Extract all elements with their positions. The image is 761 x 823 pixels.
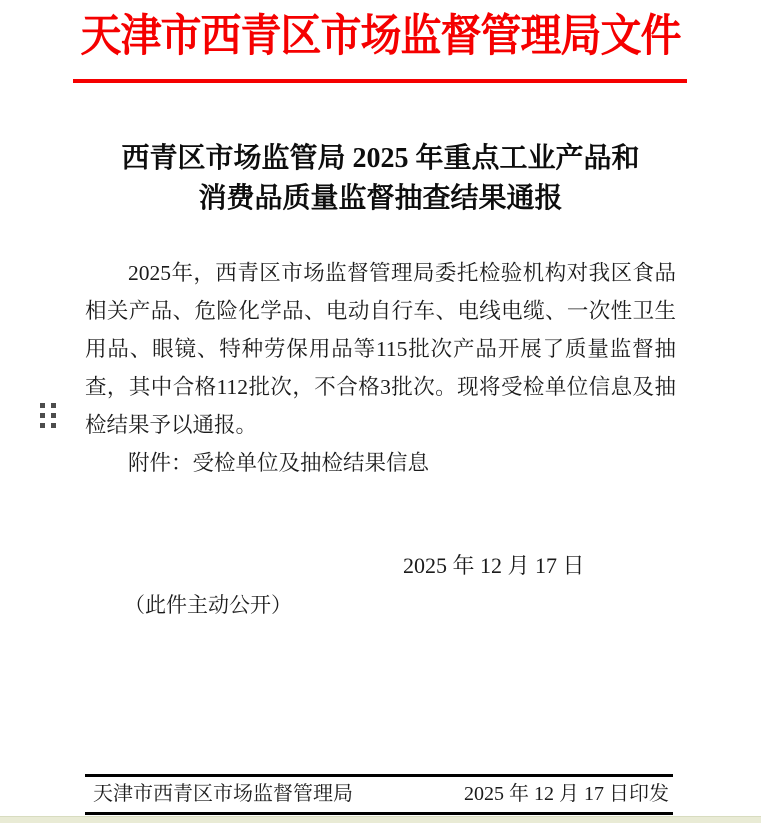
footer-issuer: 天津市西青区市场监督管理局 bbox=[93, 783, 353, 805]
binding-mark-dot bbox=[40, 413, 45, 418]
binding-mark-dot bbox=[40, 423, 45, 428]
attachment-line: 附件：受检单位及抽检结果信息 bbox=[128, 451, 430, 475]
binding-marks-icon bbox=[40, 403, 56, 428]
body-paragraph: 2025年，西青区市场监督管理局委托检验机构对我区食品相关产品、危险化学品、电动自行车、电线电缆、一次性卫生用品、眼镜、特种劳保用品等115批次产品开展了质量监督抽查，其中合格112批次，不合格3批次。现将受检单位信息及抽检结果予以通报。 bbox=[85, 261, 676, 437]
binding-mark-dot bbox=[51, 423, 56, 428]
agency-letterhead-title: 天津市西青区市场监督管理局文件 bbox=[80, 10, 681, 61]
issue-date: 2025 年 12 月 17 日 bbox=[403, 553, 585, 578]
page-footer bbox=[85, 774, 673, 815]
document-title bbox=[85, 139, 676, 219]
letterhead-divider-rule bbox=[73, 79, 687, 83]
binding-mark-dot bbox=[51, 403, 56, 408]
binding-mark-dot bbox=[40, 403, 45, 408]
document-title-line1: 西青区市场监管局 2025 年重点工业产品和 bbox=[121, 143, 640, 174]
page-edge-strip bbox=[0, 816, 761, 823]
footer-print-date: 2025 年 12 月 17 日印发 bbox=[464, 783, 669, 805]
binding-mark-dot bbox=[51, 413, 56, 418]
footer-row bbox=[85, 777, 673, 812]
document-title-line2: 消费品质量监督抽查结果通报 bbox=[198, 183, 563, 214]
disclosure-note: （此件主动公开） bbox=[124, 593, 292, 617]
footer-bottom-rule bbox=[85, 812, 673, 815]
document-body bbox=[85, 254, 676, 482]
